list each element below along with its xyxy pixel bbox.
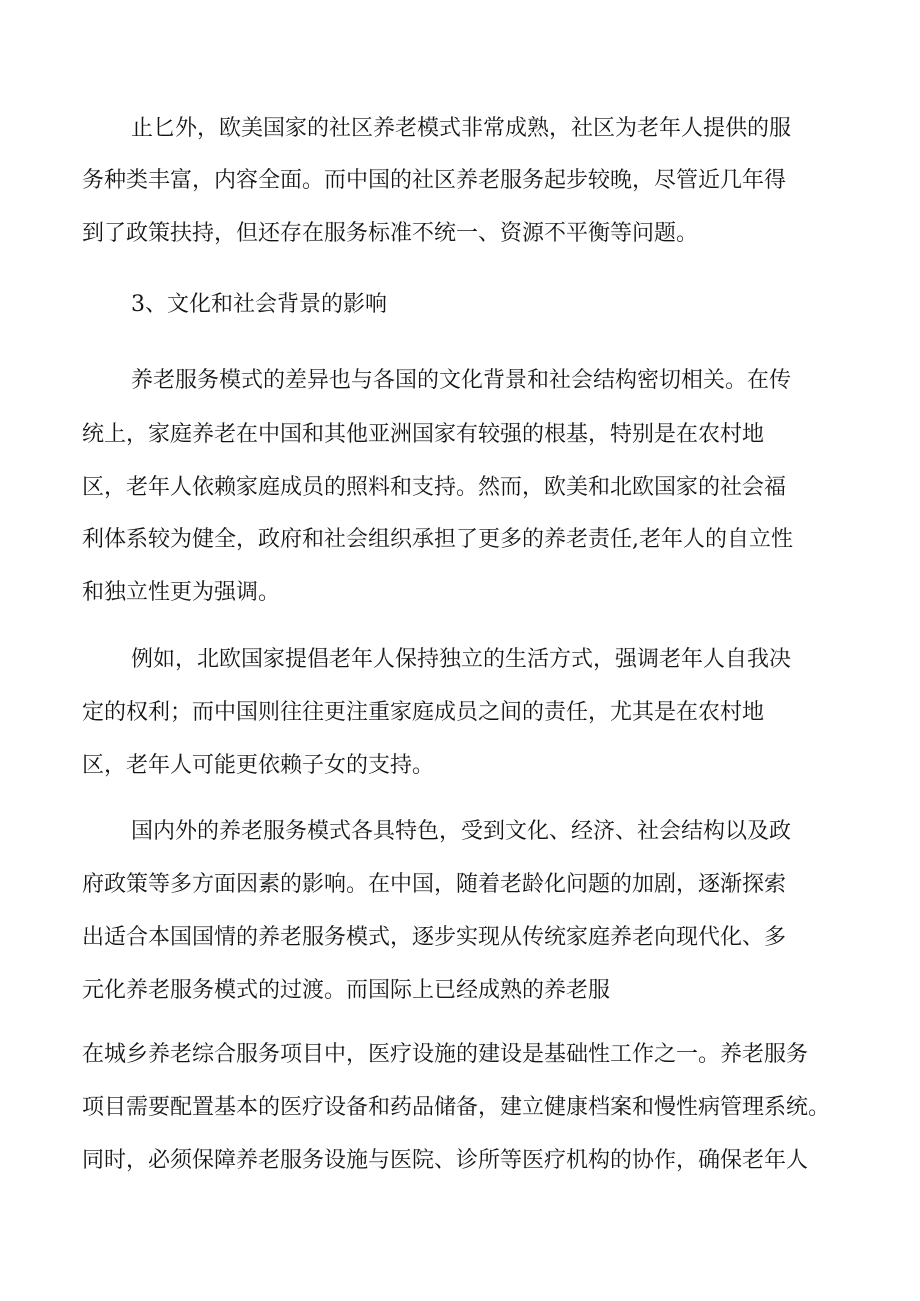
paragraph-3-line-1: 养老服务模式的差异也与各国的文化背景和社会结构密切相关。在传 (131, 368, 792, 393)
paragraph-3-line-3: 区，老年人依赖家庭成员的照料和支持。然而，欧美和北欧国家的社会福 (82, 475, 787, 500)
paragraph-5-line-3: 出适合本国国情的养老服务模式，逐步实现从传统家庭养老向现代化、多 (82, 925, 787, 950)
paragraph-4-line-3: 区，老年人可能更依赖子女的支持。 (82, 753, 435, 778)
paragraph-6-line-1: 在城乡养老综合服务项目中，医疗设施的建设是基础性工作之一。养老服务 (82, 1042, 809, 1067)
section-heading: 3、文化和社会背景的影响 (131, 292, 387, 317)
paragraph-5-line-4: 元化养老服务模式的过渡。而国际上已经成熟的养老服 (82, 978, 611, 1003)
paragraph-1-line-1: 止匕外，欧美国家的社区养老模式非常成熟，社区为老年人提供的服 (131, 116, 792, 141)
paragraph-3-line-5: 和独立性更为强调。 (82, 580, 281, 605)
paragraph-5-line-2: 府政策等多方面因素的影响。在中国，随着老龄化问题的加剧，逐渐探索 (82, 872, 787, 897)
paragraph-1-line-3: 到了政策扶持，但还存在服务标准不统一、资源不平衡等问题。 (82, 221, 699, 246)
paragraph-1-line-2: 务种类丰富，内容全面。而中国的社区养老服务起步较晚，尽管近几年得 (82, 168, 787, 193)
paragraph-6-line-3: 同时，必须保障养老服务设施与医院、诊所等医疗机构的协作，确保老年人 (82, 1148, 809, 1173)
paragraph-4-line-1: 例如，北欧国家提倡老年人保持独立的生活方式，强调老年人自我决 (131, 647, 792, 672)
paragraph-3-line-2: 统上，家庭养老在中国和其他亚洲国家有较强的根基，特别是在农村地 (82, 422, 765, 447)
paragraph-5-line-1: 国内外的养老服务模式各具特色，受到文化、经济、社会结构以及政 (131, 819, 792, 844)
paragraph-6-line-2: 项目需要配置基本的医疗设备和药品储备，建立健康档案和慢性病管理系统。 (82, 1095, 831, 1120)
paragraph-4-line-2: 定的权利；而中国则往往更注重家庭成员之间的责任，尤其是在农村地 (82, 700, 765, 725)
paragraph-3-line-4: 利体系较为健全，政府和社会组织承担了更多的养老责任,老年人的自立性 (82, 527, 793, 552)
